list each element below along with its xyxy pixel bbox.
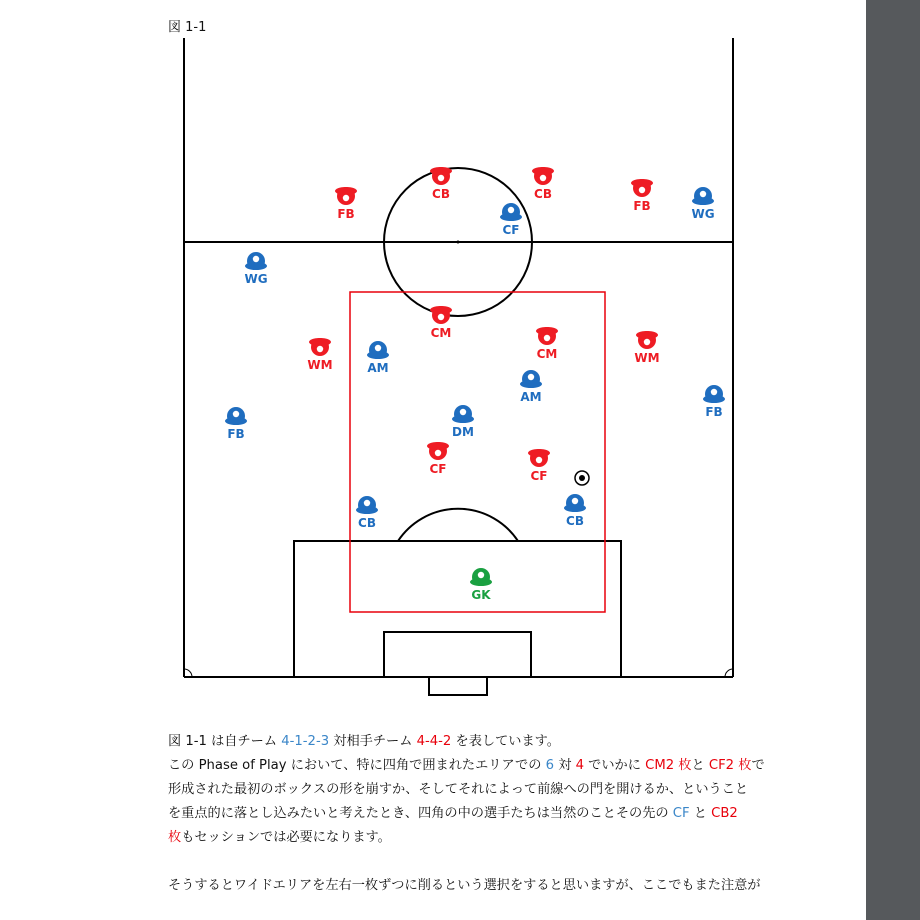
player-head xyxy=(460,409,466,415)
highlight-team-cf: CF xyxy=(672,806,690,821)
players-layer xyxy=(225,167,725,602)
player-head xyxy=(435,450,441,456)
penalty-arc xyxy=(398,509,518,541)
player-marker-team xyxy=(356,496,378,530)
text-run: を表しています。 xyxy=(451,734,560,749)
player-head xyxy=(644,339,650,345)
player-label: CM xyxy=(536,347,558,361)
player-head xyxy=(528,374,534,380)
player-marker-opponent xyxy=(307,338,332,372)
player-label: CB xyxy=(358,516,376,530)
paragraph-line-2 xyxy=(168,754,768,778)
body-text xyxy=(168,730,768,898)
player-label: WG xyxy=(244,272,268,286)
player-label: WM xyxy=(634,351,660,365)
player-label: FB xyxy=(337,207,355,221)
player-marker-opponent xyxy=(532,167,554,201)
player-marker-team xyxy=(500,203,522,237)
player-label: AM xyxy=(520,390,542,404)
team-formation: 4-1-2-3 xyxy=(281,734,330,749)
penalty-area xyxy=(294,541,621,677)
text-run: で xyxy=(751,758,765,773)
player-marker-team xyxy=(367,341,389,375)
player-label: FB xyxy=(227,427,245,441)
player-label: DM xyxy=(452,425,474,439)
highlight-cm: CM2 枚 xyxy=(645,758,692,773)
text-run: この Phase of Play において、特に四角で囲まれたエリアでの xyxy=(168,758,546,773)
text-run: 対 xyxy=(554,758,576,773)
player-marker-opponent xyxy=(430,306,452,340)
figure-caption: 図 1-1 xyxy=(168,20,207,35)
pitch-lines xyxy=(184,38,733,695)
player-label: FB xyxy=(633,199,651,213)
ball xyxy=(575,471,589,485)
player-marker-opponent xyxy=(430,167,452,201)
paragraph-line-3: 形成された最初のボックスの形を崩すか、そしてそれによって前線への門を開けるか、ということ xyxy=(168,782,749,797)
player-label: CF xyxy=(530,469,548,483)
player-marker-team xyxy=(691,187,714,221)
player-marker-goalkeeper xyxy=(470,568,492,602)
player-head xyxy=(639,187,645,193)
player-head xyxy=(572,498,578,504)
player-label: GK xyxy=(471,588,491,602)
player-marker-team xyxy=(520,370,542,404)
opponent-formation: 4-4-2 xyxy=(416,734,452,749)
highlight-cf: CF2 枚 xyxy=(708,758,752,773)
player-label: FB xyxy=(705,405,723,419)
team-count: 6 xyxy=(545,758,555,773)
player-head xyxy=(536,457,542,463)
text-run: と xyxy=(691,758,709,773)
player-head xyxy=(375,345,381,351)
paragraph-line-1 xyxy=(168,730,768,754)
ball-inner xyxy=(579,475,585,481)
player-head xyxy=(317,346,323,352)
player-head xyxy=(438,175,444,181)
player-marker-opponent xyxy=(536,327,558,361)
text-run: でいかに xyxy=(583,758,646,773)
corner-arc-left xyxy=(184,669,192,677)
player-marker-team xyxy=(225,407,247,441)
text-run: 対相手チーム xyxy=(329,734,417,749)
player-label: AM xyxy=(367,361,389,375)
player-head xyxy=(540,175,546,181)
player-head xyxy=(544,335,550,341)
player-head xyxy=(253,256,259,262)
goal-area xyxy=(384,632,531,677)
paragraph-line-4 xyxy=(168,802,768,826)
player-label: CF xyxy=(429,462,447,476)
player-label: CB xyxy=(432,187,450,201)
player-head xyxy=(364,500,370,506)
player-head xyxy=(478,572,484,578)
player-head xyxy=(343,195,349,201)
player-label: WG xyxy=(691,207,715,221)
player-marker-team xyxy=(244,252,267,286)
goal xyxy=(429,677,487,695)
corner-arc-right xyxy=(725,669,733,677)
player-head xyxy=(233,411,239,417)
player-marker-opponent xyxy=(335,187,357,221)
player-marker-opponent xyxy=(631,179,653,213)
player-head xyxy=(700,191,706,197)
text-run: もセッションでは必要になります。 xyxy=(181,830,391,845)
player-marker-team xyxy=(703,385,725,419)
paragraph-line-5 xyxy=(168,826,768,850)
player-marker-opponent xyxy=(634,331,659,365)
player-label: CF xyxy=(502,223,520,237)
player-marker-opponent xyxy=(528,449,550,483)
player-head xyxy=(438,314,444,320)
text-run: 図 1-1 は自チーム xyxy=(168,734,282,749)
player-head xyxy=(508,207,514,213)
paragraph-gap xyxy=(168,850,768,874)
highlight-cb2-suffix: 枚 xyxy=(168,830,182,845)
paragraph-line-6: そうするとワイドエリアを左右一枚ずつに削るという選択をすると思いますが、ここでもまた注意が xyxy=(168,878,761,893)
player-marker-team xyxy=(452,405,474,439)
player-label: CM xyxy=(430,326,452,340)
text-run: を重点的に落とし込みたいと考えたとき、四角の中の選手たちは当然のことその先の xyxy=(168,806,673,821)
player-marker-opponent xyxy=(427,442,449,476)
highlight-box xyxy=(350,292,605,612)
viewer-background xyxy=(866,0,920,920)
text-run: と xyxy=(689,806,712,821)
player-marker-team xyxy=(564,494,586,528)
highlight-cb2: CB2 xyxy=(711,806,738,821)
centre-spot xyxy=(457,241,460,244)
player-label: WM xyxy=(307,358,333,372)
player-label: CB xyxy=(566,514,584,528)
opponent-count: 4 xyxy=(575,758,584,773)
player-head xyxy=(711,389,717,395)
player-label: CB xyxy=(534,187,552,201)
